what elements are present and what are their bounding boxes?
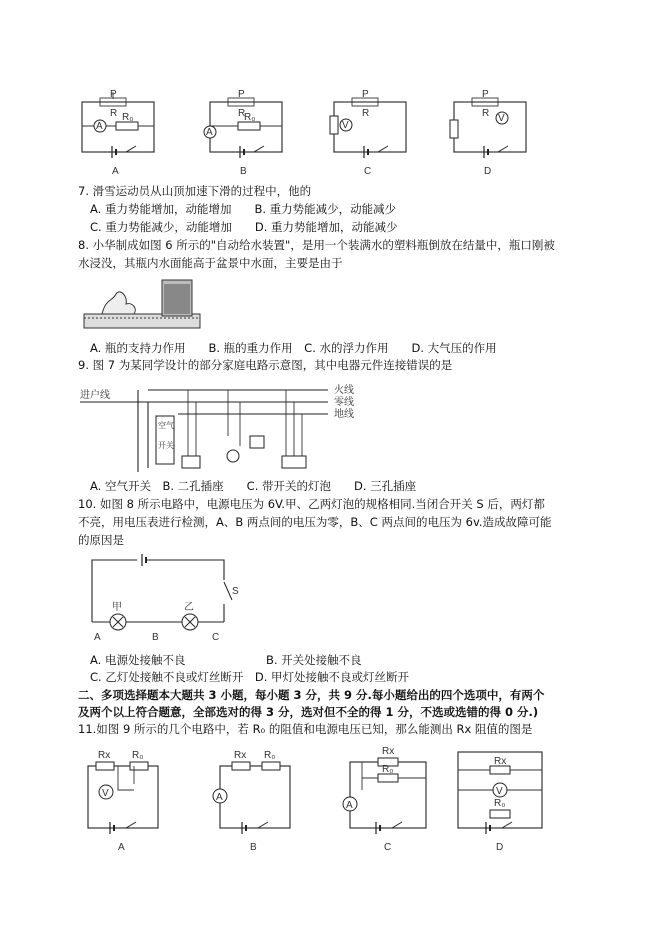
q11-option-d: D: [496, 842, 504, 853]
svg-text:R: R: [362, 108, 370, 119]
svg-text:P: P: [362, 89, 369, 100]
svg-text:空气: 空气: [158, 421, 174, 430]
svg-text:A: A: [206, 127, 213, 138]
svg-text:R: R: [482, 108, 490, 119]
q10-label-a: A: [94, 632, 101, 643]
q9-house-circuit-figure: [78, 376, 378, 474]
svg-text:R₀: R₀: [244, 112, 256, 123]
q10-circuit-figure: [82, 552, 252, 644]
q6-option-d: D: [484, 166, 492, 177]
q11-circuit-figures: [78, 744, 568, 856]
svg-text:P: P: [238, 89, 245, 100]
svg-text:R: R: [238, 108, 246, 119]
q11-option-a: A: [118, 842, 125, 853]
svg-text:R₀: R₀: [494, 798, 506, 809]
q6-option-c: C: [364, 166, 372, 177]
q8-stem-1: 8. 小华制成如图 6 所示的"自动给水装置"，是用一个装满水的塑料瓶倒放在结量中，瓶口刚被: [78, 238, 555, 252]
svg-text:R₀: R₀: [264, 750, 276, 761]
svg-text:开关: 开关: [158, 441, 174, 450]
q9-live-label: 火线: [334, 385, 354, 396]
q11-circuit-a: [88, 750, 158, 853]
svg-text:V: V: [102, 788, 109, 799]
q10-options-cd: C. 乙灯处接触不良或灯丝断开 D. 甲灯处接触不良或灯丝断开: [90, 670, 410, 684]
q9-neutral-label: 零线: [334, 397, 354, 408]
q10-stem-1: 10. 如图 8 所示电路中，电源电压为 6V.甲、乙两灯泡的规格相同.当闭合开关 S 后，两灯都: [78, 497, 545, 511]
svg-text:Rx: Rx: [494, 756, 507, 767]
svg-text:R₀: R₀: [382, 764, 394, 775]
q11-circuit-b: [213, 750, 290, 853]
q10-label-b: B: [152, 632, 159, 643]
section2-header-2: 及两个以上符合题意，全部选对的得 3 分，选对但不全的得 1 分，不选或选错的得 0 分.): [78, 705, 539, 719]
q11-option-c: C: [384, 842, 392, 853]
svg-text:P: P: [482, 89, 489, 100]
svg-text:A: A: [216, 792, 223, 803]
q11-option-b: B: [250, 842, 257, 853]
q10-options-ab: A. 电源处接触不良 B. 开关处接触不良: [90, 653, 362, 667]
svg-text:Rx: Rx: [234, 750, 247, 761]
q9-stem: 9. 图 7 为某同学设计的部分家庭电路示意图，其中电器元件连接错误的是: [78, 358, 453, 372]
svg-text:P: P: [110, 89, 117, 100]
section2-header-1: 二、多项选择题本大题共 3 小题，每小题 3 分，共 9 分.每小题给出的四个选项中，有两个: [78, 688, 545, 702]
q9-incoming-label: 进户线: [80, 390, 110, 401]
q10-label-yi: 乙: [184, 602, 194, 613]
q6-circuit-figures: [70, 88, 540, 178]
q6-option-a: A: [112, 166, 119, 177]
q6-circuit-d: [450, 89, 526, 177]
q6-circuit-c: [330, 89, 406, 177]
q10-stem-2: 不亮，用电压表进行检测，A、B 两点间的电压为零，B、C 两点间的电压为 6v.造成故障可能: [78, 515, 552, 529]
q11-circuit-d: [458, 752, 542, 853]
q10-stem-3: 的原因是: [78, 533, 124, 547]
q11-stem: 11.如图 9 所示的几个电路中，若 R₀ 的阻值和电源电压已知，那么能测出 Rx 阻值的图是: [78, 722, 533, 736]
svg-text:R: R: [110, 108, 118, 119]
q7-stem: 7. 滑雪运动员从山顶加速下滑的过程中，他的: [78, 184, 312, 198]
q10-label-c: C: [212, 632, 220, 643]
q6-option-b: B: [240, 166, 247, 177]
q8-options: A. 瓶的支持力作用 B. 瓶的重力作用 C. 水的浮力作用 D. 大气压的作用: [90, 341, 497, 355]
svg-text:R₀: R₀: [122, 112, 134, 123]
svg-text:Rx: Rx: [382, 746, 395, 757]
q10-label-s: S: [232, 586, 239, 597]
svg-text:V: V: [342, 120, 349, 131]
svg-text:R₀: R₀: [132, 750, 144, 761]
svg-text:V: V: [498, 113, 505, 124]
q6-circuit-a: [82, 89, 154, 177]
svg-text:A: A: [96, 121, 103, 132]
q7-options-ab: A. 重力势能增加，动能增加 B. 重力势能减少，动能减少: [90, 202, 397, 216]
q6-circuit-b: [204, 89, 282, 177]
q9-ground-label: 地线: [334, 409, 354, 420]
q8-water-device-figure: [82, 276, 202, 332]
q9-options: A. 空气开关 B. 二孔插座 C. 带开关的灯泡 D. 三孔插座: [90, 479, 417, 493]
q11-circuit-c: [343, 746, 426, 853]
svg-text:A: A: [346, 800, 353, 811]
q10-label-jia: 甲: [112, 602, 122, 613]
svg-text:Rx: Rx: [98, 750, 111, 761]
q7-options-cd: C. 重力势能减少，动能增加 D. 重力势能增加，动能减少: [90, 220, 398, 234]
q8-stem-2: 水浸没，其瓶内水面能高于盆景中水面，主要是由于: [78, 256, 343, 270]
svg-text:V: V: [496, 786, 503, 797]
